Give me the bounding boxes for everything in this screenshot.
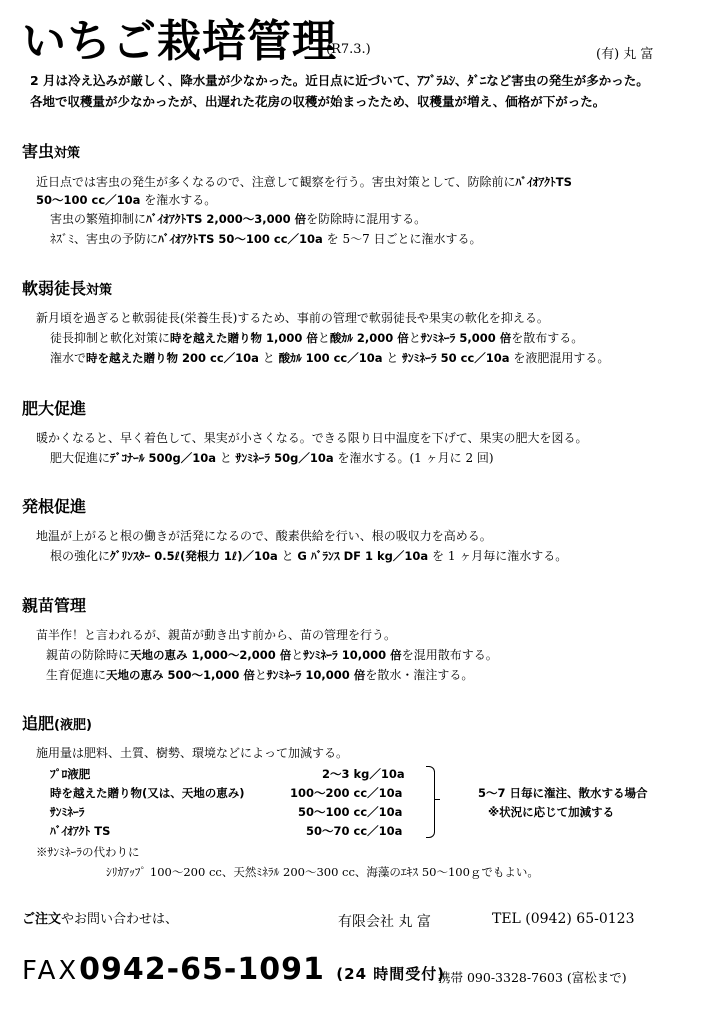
fert-alt-2: ｼﾘｶｱｯﾌﾟ 100～200 cc、天然ﾐﾈﾗﾙ 200～300 cc、海藻のｴｷｽ 50～100ｇでもよい。	[106, 865, 539, 879]
weak-paragraph-3	[50, 349, 609, 367]
nursery-paragraph-2	[46, 646, 498, 664]
nursery-text: 親苗の防除時に	[46, 648, 131, 662]
intro-line-1: 2 月は冷え込みが厳しく、降水量が少なかった。近日点に近づいて、ｱﾌﾞﾗﾑｼ、ﾀﾞﾆなど害虫の発生が多かった。	[30, 73, 649, 88]
fruit-text: と	[216, 451, 236, 465]
nursery-text: 生育促進に	[46, 668, 107, 682]
product-bioact: ﾊﾞｲｵｱｸﾄTS	[515, 175, 572, 189]
fert-heading	[22, 714, 92, 736]
fax-label: FAX	[22, 956, 80, 986]
footer-tel: TEL (0942) 65-0123	[492, 911, 635, 927]
weak-paragraph-2	[50, 329, 583, 347]
pest-text: 近日点では害虫の発生が多くなるので、注意して観察を行う。害虫対策として、防除前に	[36, 175, 516, 189]
product-sanminera: ｻﾝﾐﾈｰﾗ 50 cc／10a	[402, 351, 510, 365]
pest-text: を 5～7 日ごとに潅水する。	[322, 232, 482, 246]
weak-heading-main: 軟弱徒長	[22, 279, 87, 298]
product-gbalance: G ﾊﾞﾗﾝｽ DF 1 kg／10a	[297, 549, 429, 563]
weak-text: と	[408, 331, 421, 345]
fax-hours: (24 時間受付)	[336, 965, 446, 983]
weak-text: と	[382, 351, 403, 365]
fert-row-amount: 50～100 cc／10a	[298, 805, 403, 819]
fruit-text: 肥大促進に	[50, 451, 111, 465]
product-bioact-dose: ﾊﾞｲｵｱｸﾄTS 50～100 cc／10a	[158, 232, 323, 246]
footer-mobile: 携帯 090-3328-7603 (富松まで)	[438, 970, 627, 985]
fert-row-name: ｻﾝﾐﾈｰﾗ	[50, 805, 85, 819]
root-paragraph-1: 地温が上がると根の働きが活発になるので、酸素供給を行い、根の吸収力を高める。	[36, 529, 492, 543]
pest-heading	[22, 142, 80, 164]
product-sanminera: ｻﾝﾐﾈｰﾗ 10,000 倍	[266, 668, 366, 682]
pest-text: を潅水する。	[140, 193, 217, 207]
fert-row-amount: 100～200 cc／10a	[290, 786, 403, 800]
pest-text: を防除時に混用する。	[306, 212, 427, 226]
fert-row-name: ﾌﾟﾛ液肥	[50, 767, 91, 781]
root-heading: 発根促進	[22, 497, 87, 516]
weak-paragraph-1: 新月頃を過ぎると軟弱徒長(栄養生長)するため、事前の管理で軟弱徒長や果実の軟化を抑える。	[36, 311, 549, 325]
fert-row-amount: 50～70 cc／10a	[306, 824, 403, 838]
intro-line-2: 各地で収穫量が少なかったが、出遅れた花房の収穫が始まったため、収穫量が増え、価格が下がった。	[30, 94, 606, 109]
pest-paragraph-1-cont	[36, 191, 216, 209]
fruit-paragraph-1: 暖かくなると、早く着色して、果実が小さくなる。できる限り日中温度を下げて、果実の肥大を図る。	[36, 431, 588, 445]
product-sanminera: ｻﾝﾐﾈｰﾗ 50g／10a	[235, 451, 334, 465]
fax-number: 0942-65-1091	[79, 952, 325, 987]
root-text: を 1 ヶ月毎に潅水する。	[428, 549, 568, 563]
weak-text: と	[317, 331, 330, 345]
fert-note-2: ※状況に応じて加減する	[488, 805, 615, 819]
nursery-text: と	[291, 648, 304, 662]
weak-text: 潅水で	[50, 351, 87, 365]
fruit-heading: 肥大促進	[22, 399, 87, 418]
product-greenstar: ｸﾞﾘﾝｽﾀｰ 0.5ℓ(発根力 1ℓ)／10a	[110, 549, 278, 563]
nursery-text: を混用散布する。	[401, 648, 498, 662]
fert-paragraph-1: 施用量は肥料、土質、樹勢、環境などによって加減する。	[36, 746, 349, 760]
weak-heading	[22, 279, 112, 301]
page-title: いちご栽培管理	[22, 16, 337, 67]
pest-heading-main: 害虫	[22, 142, 55, 161]
product-tokiokoeta: 時を越えた贈り物 200 cc／10a	[86, 351, 259, 365]
product-deconal: ﾃﾞｺﾅｰﾙ 500g／10a	[110, 451, 217, 465]
bracket-tip	[434, 799, 440, 800]
product-sancal: 酸ｶﾙ 100 cc／10a	[278, 351, 383, 365]
fert-row-amount: 2～3 kg／10a	[322, 767, 405, 781]
order-text: やお問い合わせは、	[61, 912, 179, 927]
product-sanminera: ｻﾝﾐﾈｰﾗ 10,000 倍	[303, 648, 402, 662]
pest-text: 害虫の繁殖抑制に	[50, 212, 147, 226]
nursery-text: と	[254, 668, 267, 682]
fruit-paragraph-2	[50, 449, 494, 467]
fert-alt-1: ※ｻﾝﾐﾈｰﾗの代わりに	[36, 845, 140, 859]
order-label: ご注文	[22, 912, 62, 927]
product-tenchi: 天地の恵み 500～1,000 倍	[106, 668, 255, 682]
product-tokiokoeta: 時を越えた贈り物 1,000 倍	[170, 331, 318, 345]
fert-note-1: 5～7 日毎に潅注、散水する場合	[478, 786, 648, 800]
root-paragraph-2	[50, 547, 567, 565]
order-line	[22, 911, 178, 929]
bracket-shape	[426, 766, 435, 838]
product-sancal: 酸ｶﾙ 2,000 倍	[329, 331, 409, 345]
pest-paragraph-1	[36, 173, 572, 191]
nursery-text: を散水・潅注する。	[365, 668, 474, 682]
root-text: と	[277, 549, 298, 563]
fax-line	[22, 952, 445, 992]
product-sanminera: ｻﾝﾐﾈｰﾗ 5,000 倍	[420, 331, 512, 345]
root-text: 根の強化に	[50, 549, 111, 563]
footer-company: 有限会社 丸 富	[338, 914, 431, 930]
product-bioact-dose: ﾊﾞｲｵｱｸﾄTS 2,000～3,000 倍	[146, 212, 307, 226]
fert-row-name: 時を越えた贈り物(又は、天地の恵み)	[50, 786, 245, 800]
weak-heading-sub: 対策	[86, 283, 113, 298]
nursery-paragraph-1: 苗半作！と言われるが、親苗が動き出す前から、苗の管理を行う。	[36, 628, 397, 642]
weak-text: 徒長抑制と軟化対策に	[50, 331, 171, 345]
pest-heading-sub: 対策	[54, 146, 81, 161]
pest-text: ﾈｽﾞﾐ、害虫の予防に	[50, 232, 159, 246]
nursery-paragraph-3	[46, 666, 473, 684]
company-name: (有) 丸 富	[596, 47, 654, 62]
weak-text: を液肥混用する。	[509, 351, 610, 365]
weak-text: を散布する。	[511, 331, 584, 345]
weak-text: と	[258, 351, 279, 365]
fert-heading-sub: (液肥)	[54, 718, 92, 733]
product-dose: 50～100 cc／10a	[36, 193, 141, 207]
nursery-heading: 親苗管理	[22, 596, 87, 615]
fruit-text: を潅水する。(1 ヶ月に 2 回)	[333, 451, 494, 465]
fert-row-name: ﾊﾞｲｵｱｸﾄ TS	[50, 824, 111, 838]
fert-heading-main: 追肥	[22, 714, 55, 733]
product-tenchi: 天地の恵み 1,000～2,000 倍	[130, 648, 292, 662]
pest-paragraph-2	[50, 210, 426, 228]
issue-date: (R7.3.)	[326, 42, 371, 57]
pest-paragraph-3	[50, 230, 482, 248]
